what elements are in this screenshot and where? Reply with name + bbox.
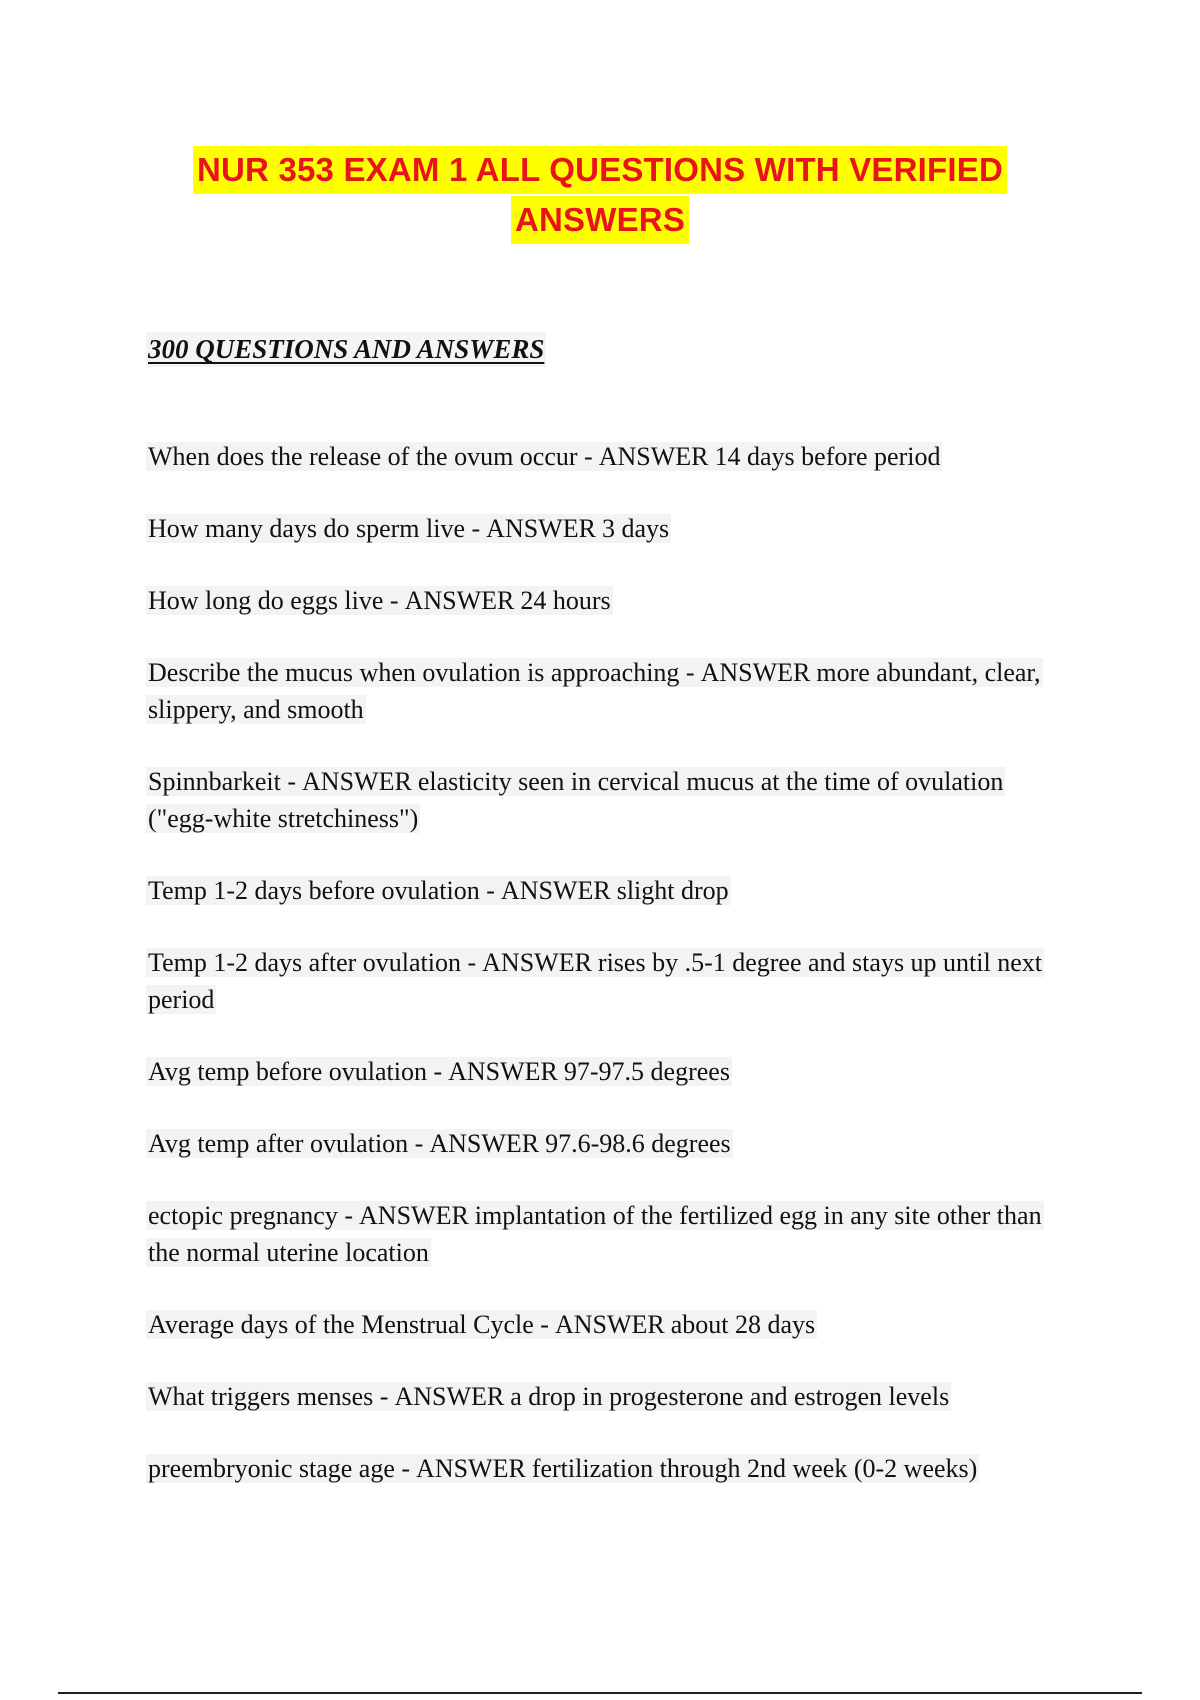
question-text: What triggers menses - bbox=[148, 1382, 389, 1411]
qa-item bbox=[146, 1053, 1056, 1090]
section-subtitle: 300 QUESTIONS AND ANSWERS bbox=[146, 332, 546, 367]
qa-item bbox=[146, 1197, 1056, 1271]
answer-text: 14 days before period bbox=[714, 442, 941, 471]
answer-keyword: ANSWER bbox=[359, 1201, 469, 1230]
title-line-1: NUR 353 EXAM 1 ALL QUESTIONS WITH VERIFIED bbox=[193, 146, 1007, 194]
question-text: Temp 1-2 days before ovulation - bbox=[148, 876, 495, 905]
question-text: preembryonic stage age - bbox=[148, 1454, 411, 1483]
answer-text: fertilization through 2nd week (0-2 weeks) bbox=[531, 1454, 978, 1483]
document-title bbox=[0, 146, 1200, 244]
answer-keyword: ANSWER bbox=[302, 767, 412, 796]
answer-text: elasticity seen in cervical mucus at the time of ovulation ("egg-white stretchiness") bbox=[148, 767, 1004, 833]
answer-keyword: ANSWER bbox=[448, 1057, 558, 1086]
qa-item bbox=[146, 510, 1056, 547]
answer-text: 97-97.5 degrees bbox=[563, 1057, 730, 1086]
answer-keyword: ANSWER bbox=[598, 442, 709, 471]
qa-item bbox=[146, 582, 1056, 619]
qa-item bbox=[146, 1378, 1056, 1415]
answer-text: 3 days bbox=[601, 514, 670, 543]
answer-keyword: ANSWER bbox=[482, 948, 592, 977]
question-text: When does the release of the ovum occur - bbox=[148, 442, 593, 471]
qa-item bbox=[146, 1450, 1056, 1487]
page-bottom-rule bbox=[58, 1692, 1142, 1694]
question-text: Average days of the Menstrual Cycle - bbox=[148, 1310, 549, 1339]
answer-keyword: ANSWER bbox=[429, 1129, 540, 1158]
answer-keyword: ANSWER bbox=[486, 514, 596, 543]
qa-list bbox=[146, 438, 1056, 1522]
answer-text: about 28 days bbox=[670, 1310, 816, 1339]
qa-item bbox=[146, 654, 1056, 728]
question-text: Avg temp after ovulation - bbox=[148, 1129, 424, 1158]
qa-item bbox=[146, 944, 1056, 1018]
answer-text: 97.6-98.6 degrees bbox=[545, 1129, 731, 1158]
answer-text: more abundant, clear, slippery, and smooth bbox=[148, 658, 1041, 724]
answer-text: rises by .5-1 degree and stays up until next period bbox=[148, 948, 1042, 1014]
qa-item bbox=[146, 763, 1056, 837]
qa-item bbox=[146, 438, 1056, 475]
answer-keyword: ANSWER bbox=[416, 1454, 526, 1483]
qa-item bbox=[146, 872, 1056, 909]
qa-item bbox=[146, 1306, 1056, 1343]
answer-keyword: ANSWER bbox=[500, 876, 611, 905]
question-text: Spinnbarkeit - bbox=[148, 767, 297, 796]
answer-keyword: ANSWER bbox=[700, 658, 811, 687]
answer-keyword: ANSWER bbox=[554, 1310, 665, 1339]
answer-text: implantation of the fertilized egg in any site other than the normal uterine location bbox=[148, 1201, 1042, 1267]
question-text: Describe the mucus when ovulation is approaching - bbox=[148, 658, 695, 687]
question-text: Avg temp before ovulation - bbox=[148, 1057, 443, 1086]
answer-keyword: ANSWER bbox=[404, 586, 515, 615]
question-text: Temp 1-2 days after ovulation - bbox=[148, 948, 477, 977]
qa-item bbox=[146, 1125, 1056, 1162]
answer-text: slight drop bbox=[616, 876, 729, 905]
answer-text: a drop in progesterone and estrogen levels bbox=[510, 1382, 950, 1411]
answer-keyword: ANSWER bbox=[394, 1382, 505, 1411]
question-text: ectopic pregnancy - bbox=[148, 1201, 354, 1230]
title-line-2: ANSWERS bbox=[511, 196, 689, 244]
question-text: How many days do sperm live - bbox=[148, 514, 481, 543]
question-text: How long do eggs live - bbox=[148, 586, 399, 615]
answer-text: 24 hours bbox=[520, 586, 611, 615]
